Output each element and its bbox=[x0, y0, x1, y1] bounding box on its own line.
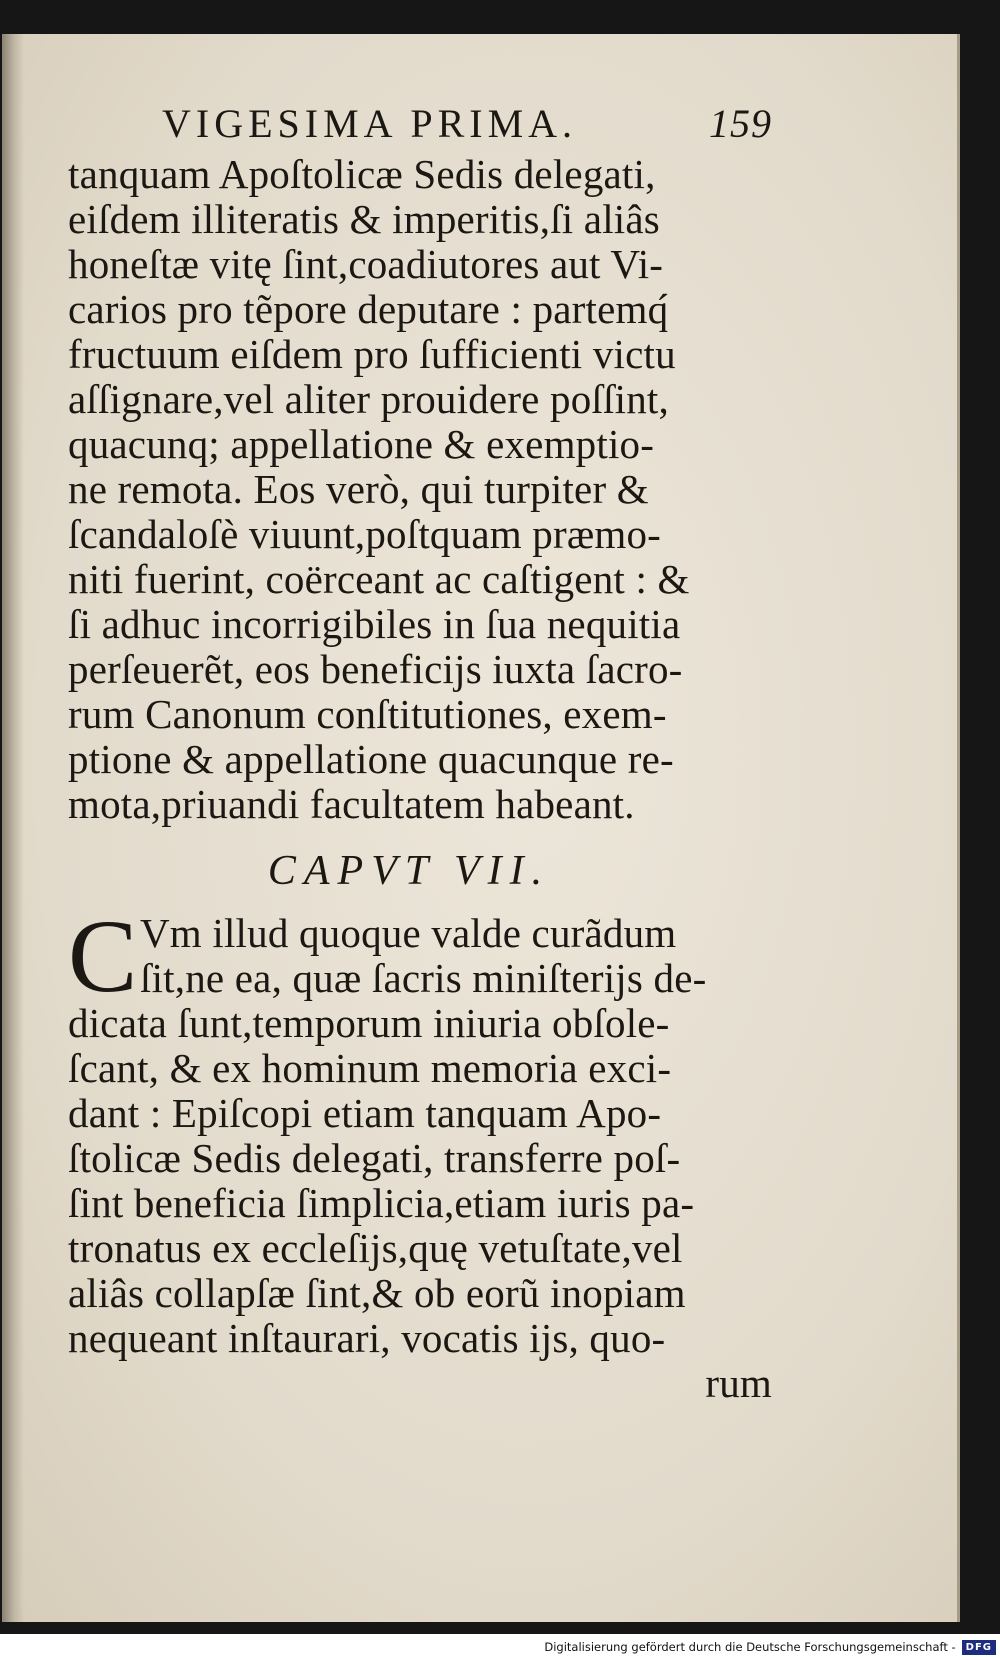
text-line: rum Canonum conſtitutiones, exem- bbox=[68, 691, 667, 737]
text-line: ſcant, & ex hominum memoria exci- bbox=[68, 1045, 672, 1091]
text-line: ſint beneficia ſimplicia,etiam iuris pa- bbox=[68, 1180, 695, 1226]
text-line: quacunq; appellatione & exemptio- bbox=[68, 421, 655, 467]
text-line: carios pro tẽpore deputare : partemq́ bbox=[68, 286, 669, 332]
footer-credit-text: Digitalisierung gefördert durch die Deutsche Forschungsgemeinschaft - bbox=[544, 1640, 956, 1654]
text-line: ſtolicæ Sedis delegati, transferre poſ- bbox=[68, 1135, 681, 1181]
page-binding-shadow bbox=[2, 34, 24, 1622]
text-line: ſcandaloſè viuunt,poſtquam præmo- bbox=[68, 511, 662, 557]
text-line: Vm illud quoque valde curãdum bbox=[140, 910, 677, 956]
catchword: rum bbox=[705, 1360, 772, 1406]
text-line: ptione & appellatione quacunque re- bbox=[68, 736, 674, 782]
text-line: mota,priuandi facultatem habeant. bbox=[68, 781, 635, 827]
text-line: aſſignare,vel aliter prouidere poſſint, bbox=[68, 376, 669, 422]
drop-cap-initial: C bbox=[68, 899, 138, 1014]
text-line: ne remota. Eos verò, qui turpiter & bbox=[68, 466, 649, 512]
text-line: tronatus ex eccleſijs,quę vetuſtate,vel bbox=[68, 1225, 683, 1271]
text-line: tanquam Apoſtolicæ Sedis delegati, bbox=[68, 151, 656, 197]
text-line: aliâs collapſæ ſint,& ob eorũ inopiam bbox=[68, 1270, 686, 1316]
text-block bbox=[68, 100, 780, 1406]
paragraph-1 bbox=[68, 152, 780, 827]
text-line: niti fuerint, coërceant ac caſtigent : & bbox=[68, 556, 690, 602]
dfg-logo: DFG bbox=[962, 1640, 996, 1655]
page-number: 159 bbox=[709, 101, 772, 146]
running-head bbox=[68, 100, 780, 152]
text-line: honeſtæ vitę ſint,coadiutores aut Vi- bbox=[68, 241, 664, 287]
text-line: dicata ſunt,temporum iniuria obſole- bbox=[68, 1000, 670, 1046]
text-line: perſeuerẽt, eos beneficijs iuxta ſacro- bbox=[68, 646, 683, 692]
paragraph-2 bbox=[68, 899, 780, 1406]
chapter-heading: CAPVT VII. bbox=[267, 848, 551, 894]
text-line: nequeant inſtaurari, vocatis ijs, quo- bbox=[68, 1315, 666, 1361]
book-page bbox=[2, 34, 960, 1622]
text-line: dant : Epiſcopi etiam tanquam Apo- bbox=[68, 1090, 662, 1136]
text-line: fructuum eiſdem pro ſufficienti victu bbox=[68, 331, 676, 377]
text-line: eiſdem illiteratis & imperitis,ſi aliâs bbox=[68, 196, 660, 242]
running-title: VIGESIMA PRIMA. bbox=[162, 101, 578, 146]
text-line: ſi adhuc incorrigibiles in ſua nequitia bbox=[68, 601, 681, 647]
text-line: ſit,ne ea, quæ ſacris miniſterijs de- bbox=[140, 955, 707, 1001]
digitization-footer bbox=[0, 1634, 1000, 1660]
